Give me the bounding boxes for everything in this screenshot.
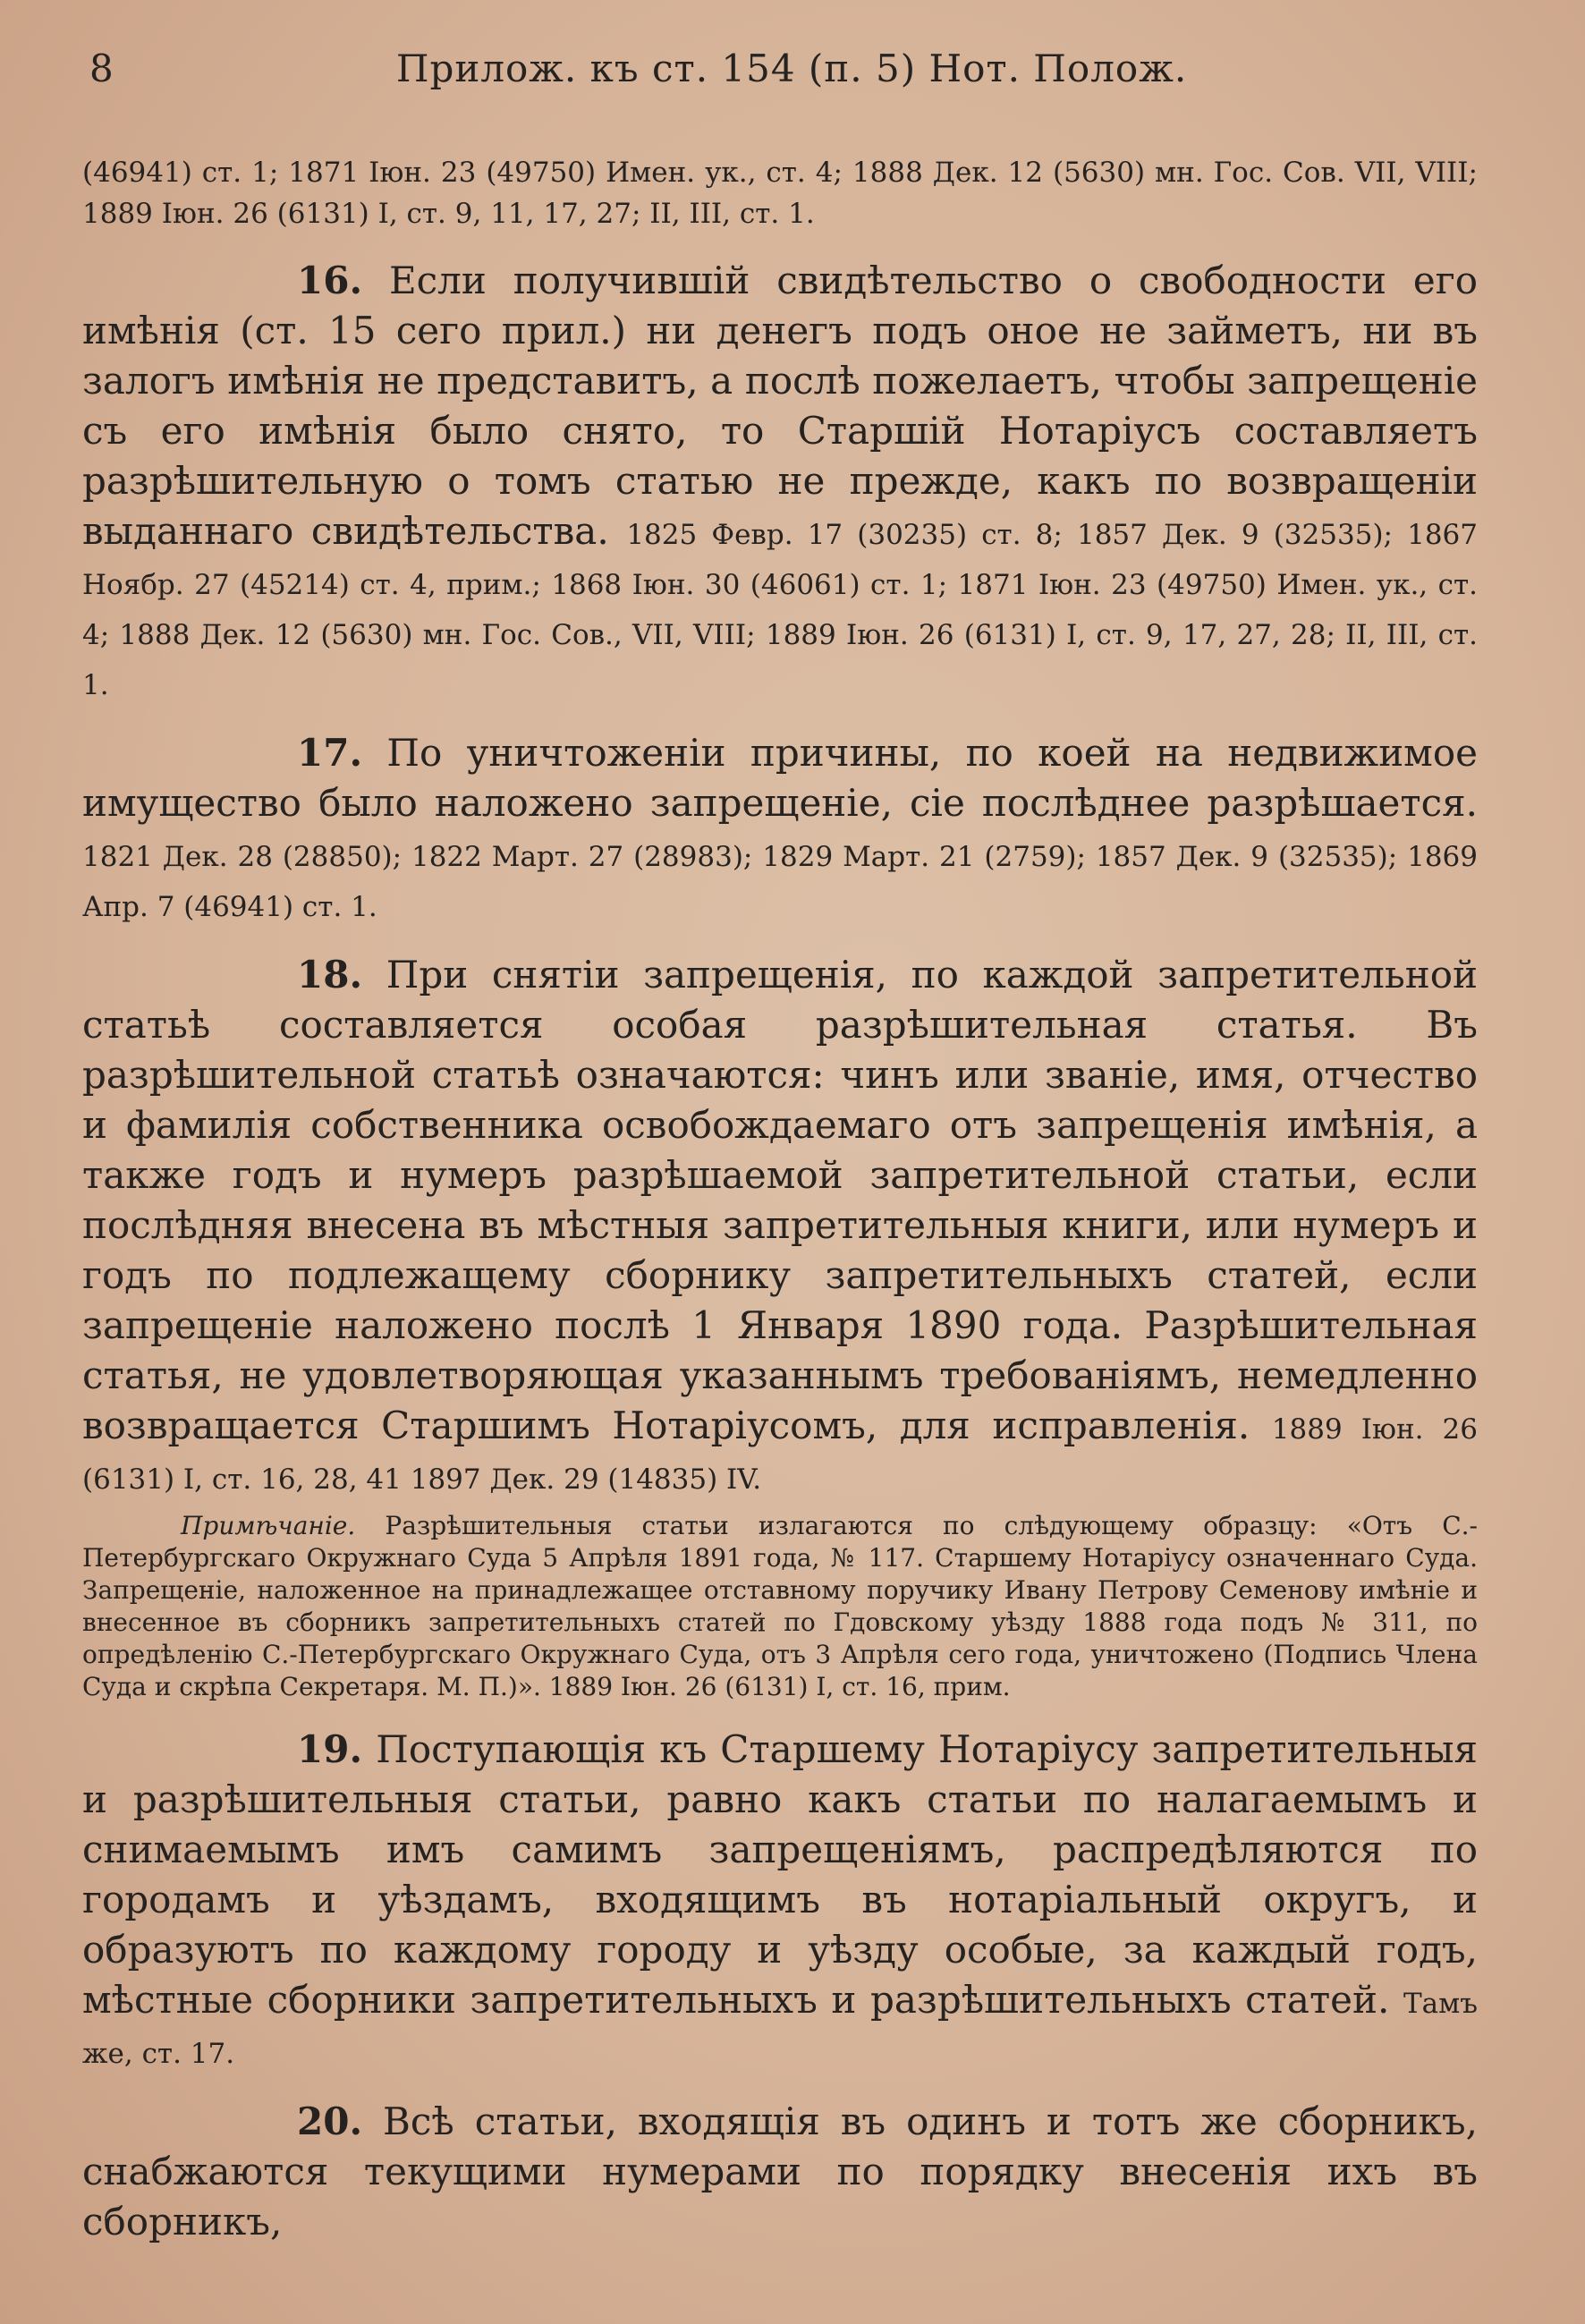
article-text: При снятіи запрещенія, по каждой запретительной статьѣ составляется особая разрѣшительная статья. Въ разрѣшительной статьѣ означаются: чинъ или званіе, имя, отчество и фамилія собственника освобождаемаго отъ запрещенія имѣнія, а также годъ и нумеръ разрѣшаемой запретительной статьи, если послѣдняя внесена въ мѣстныя запретительныя книги, или нумеръ и годъ по подлежащему сборнику запретительныхъ статей, если запрещеніе наложено послѣ 1 Января 1890 года. Разрѣшительная статья, не удовлетворяющая указаннымъ требованіямъ, немедленно возвращается Старшимъ Нотаріусомъ, для исправленія. — [82, 953, 1478, 1447]
article-sources: 1821 Дек. 28 (28850); 1822 Март. 27 (28983); 1829 Март. 21 (2759); 1857 Дек. 9 (32535); 1869 Апр. 7 (46941) ст. 1. — [82, 841, 1478, 923]
article-sources: Тамъ же, ст. 17. — [82, 1988, 1478, 2070]
note-label: Примѣчаніе. — [181, 1511, 356, 1540]
article-19 — [82, 1725, 1478, 2075]
article-number: 19. — [297, 1727, 363, 1771]
article-text: По уничтоженіи причины, по коей на недвижимое имущество было наложено запрещеніе, сіе послѣднее разрѣшается. — [82, 731, 1478, 825]
article-text: Если получившій свидѣтельство о свободности его имѣнія (ст. 15 сего прил.) ни денегъ подъ оное не займетъ, ни въ залогъ имѣнія не представитъ, а послѣ пожелаетъ, чтобы запрещеніе съ его имѣнія было снято, то Старшій Нотаріусъ составляетъ разрѣшительную о томъ статью не прежде, какъ по возвращеніи выданнаго свидѣтельства. — [82, 259, 1478, 553]
running-title: Прилож. къ ст. 154 (п. 5) Нот. Полож. — [395, 47, 1188, 90]
article-number: 20. — [297, 2099, 363, 2143]
note-text: Разрѣшительныя статьи излагаются по слѣдующему образцу: «Отъ С.-Петербургскаго Окружнаго Суда 5 Апрѣля 1891 года, № 117. Старшему Нотаріусу означеннаго Суда. Запрещеніе, наложенное на принадлежащее отставному поручику Ивану Петрову Семенову имѣніе и внесенное въ сборникъ запретительныхъ статей по Гдовскому уѣзду 1888 года подъ № 311, по опредѣленію С.-Петербургскаго Окружнаго Суда, отъ 3 Апрѣля сего года, уничтожено (Подпись Члена Суда и скрѣпа Секретаря. М. П.)». — [82, 1511, 1479, 1701]
article-sources: 1889 Іюн. 26 (6131) I, ст. 16, 28, 41 1897 Дек. 29 (14835) IV. — [82, 1413, 1478, 1496]
article-number: 17. — [297, 731, 363, 775]
article-number: 18. — [297, 953, 363, 997]
article-number: 16. — [297, 259, 363, 302]
page-number: 8 — [89, 47, 114, 90]
intro-citations: (46941) ст. 1; 1871 Іюн. 23 (49750) Имен. ук., ст. 4; 1888 Дек. 12 (5630) мн. Гос. Сов. VII, VIII; 1889 Іюн. 26 (6131) I, ст. 9, 11, 17, 27; II, III, ст. 1. — [82, 157, 1478, 230]
page-body — [82, 152, 1478, 2247]
article-20 — [82, 2097, 1478, 2247]
note-sources: 1889 Іюн. 26 (6131) I, ст. 16, прим. — [548, 1672, 1011, 1701]
page-header — [89, 47, 1494, 100]
article-text: Поступающія къ Старшему Нотаріусу запретительныя и разрѣшительныя статьи, равно какъ статьи по налагаемымъ и снимаемымъ имъ самимъ запрещеніямъ, распредѣляются по городамъ и уѣздамъ, входящимъ въ нотаріальный округъ, и образуютъ по каждому городу и уѣзду особые, за каждый годъ, мѣстные сборники запретительныхъ и разрѣшительныхъ статей. — [82, 1727, 1478, 2022]
article-17 — [82, 728, 1478, 929]
article-18-note — [82, 1510, 1478, 1703]
article-16 — [82, 256, 1478, 707]
article-sources: 1825 Февр. 17 (30235) ст. 8; 1857 Дек. 9 (32535); 1867 Ноябр. 27 (45214) ст. 4, прим.; 1868 Іюн. 30 (46061) ст. 1; 1871 Іюн. 23 (49750) Имен. ук., ст. 4; 1888 Дек. 12 (5630) мн. Гос. Сов., VII, VIII; 1889 Іюн. 26 (6131) I, ст. 9, 17, 27, 28; II, III, ст. 1. — [82, 519, 1479, 701]
article-text: Всѣ статьи, входящія въ одинъ и тотъ же сборникъ, снабжаются текущими нумерами по порядку внесенія ихъ въ сборникъ, — [82, 2099, 1478, 2243]
article-18 — [82, 950, 1478, 1501]
